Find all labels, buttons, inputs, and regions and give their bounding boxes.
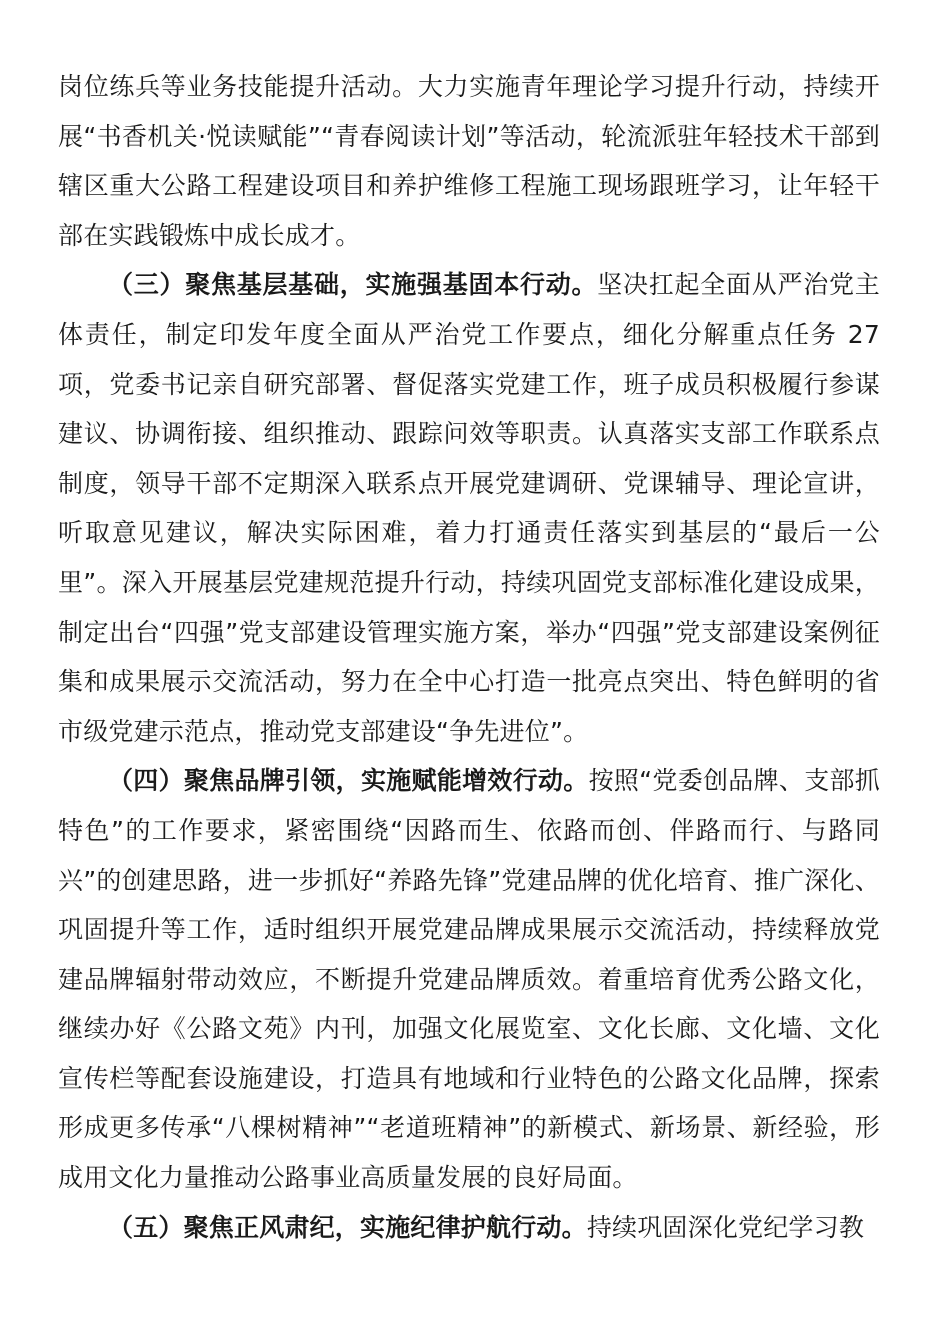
paragraph-3-text: 按照“党委创品牌、支部抓特色”的工作要求，紧密围绕“因路而生、依路而创、伴路而行、与路同兴”的创建思路，进一步抓好“养路先锋”党建品牌的优化培育、推广深化、巩固提升等工作，适时组织开展党建品牌成果展示交流活动，持续释放党建品牌辐射带动效应，不断提升党建品牌质效。着重培育优秀公路文化，继续办好《公路文苑》内刊，加强文化展览室、文化长廊、文化墙、文化宣传栏等配套设施建设，打造具有地域和行业特色的公路文化品牌，探索形成更多传承“八棵树精神”“老道班精神”的新模式、新场景、新经验，形成用文化力量推动公路事业高质量发展的良好局面。 <box>58 766 880 1193</box>
section-heading-5: （五）聚焦正风肃纪，实施纪律护航行动。 <box>108 1212 587 1242</box>
paragraph-1-text: 岗位练兵等业务技能提升活动。大力实施青年理论学习提升行动，持续开展“书香机关·悦读赋能”“青春阅读计划”等活动，轮流派驻年轻技术干部到辖区重大公路工程建设项目和养护维修工程施工现场跟班学习，让年轻干部在实践锻炼中成长成才。 <box>58 72 880 250</box>
paragraph-3 <box>58 756 880 1202</box>
document-body <box>58 62 880 1252</box>
paragraph-1 <box>58 62 880 260</box>
paragraph-2-text: 坚决扛起全面从严治党主体责任，制定印发年度全面从严治党工作要点，细化分解重点任务 27 项，党委书记亲自研究部署、督促落实党建工作，班子成员积极履行参谋建议、协调衔接、组织推动、跟踪问效等职责。认真落实支部工作联系点制度，领导干部不定期深入联系点开展党建调研、党课辅导、理论宣讲，听取意见建议，解决实际困难，着力打通责任落实到基层的“最后一公里”。深入开展基层党建规范提升行动，持续巩固党支部标准化建设成果，制定出台“四强”党支部建设管理实施方案，举办“四强”党支部建设案例征集和成果展示交流活动，努力在全中心打造一批亮点突出、特色鲜明的省市级党建示范点，推动党支部建设“争先进位”。 <box>58 270 880 746</box>
paragraph-4 <box>58 1203 880 1253</box>
section-heading-3: （三）聚焦基层基础，实施强基固本行动。 <box>108 270 598 300</box>
paragraph-2 <box>58 260 880 756</box>
section-heading-4: （四）聚焦品牌引领，实施赋能增效行动。 <box>108 766 589 796</box>
paragraph-4-text: 持续巩固深化党纪学习教 <box>586 1212 865 1242</box>
